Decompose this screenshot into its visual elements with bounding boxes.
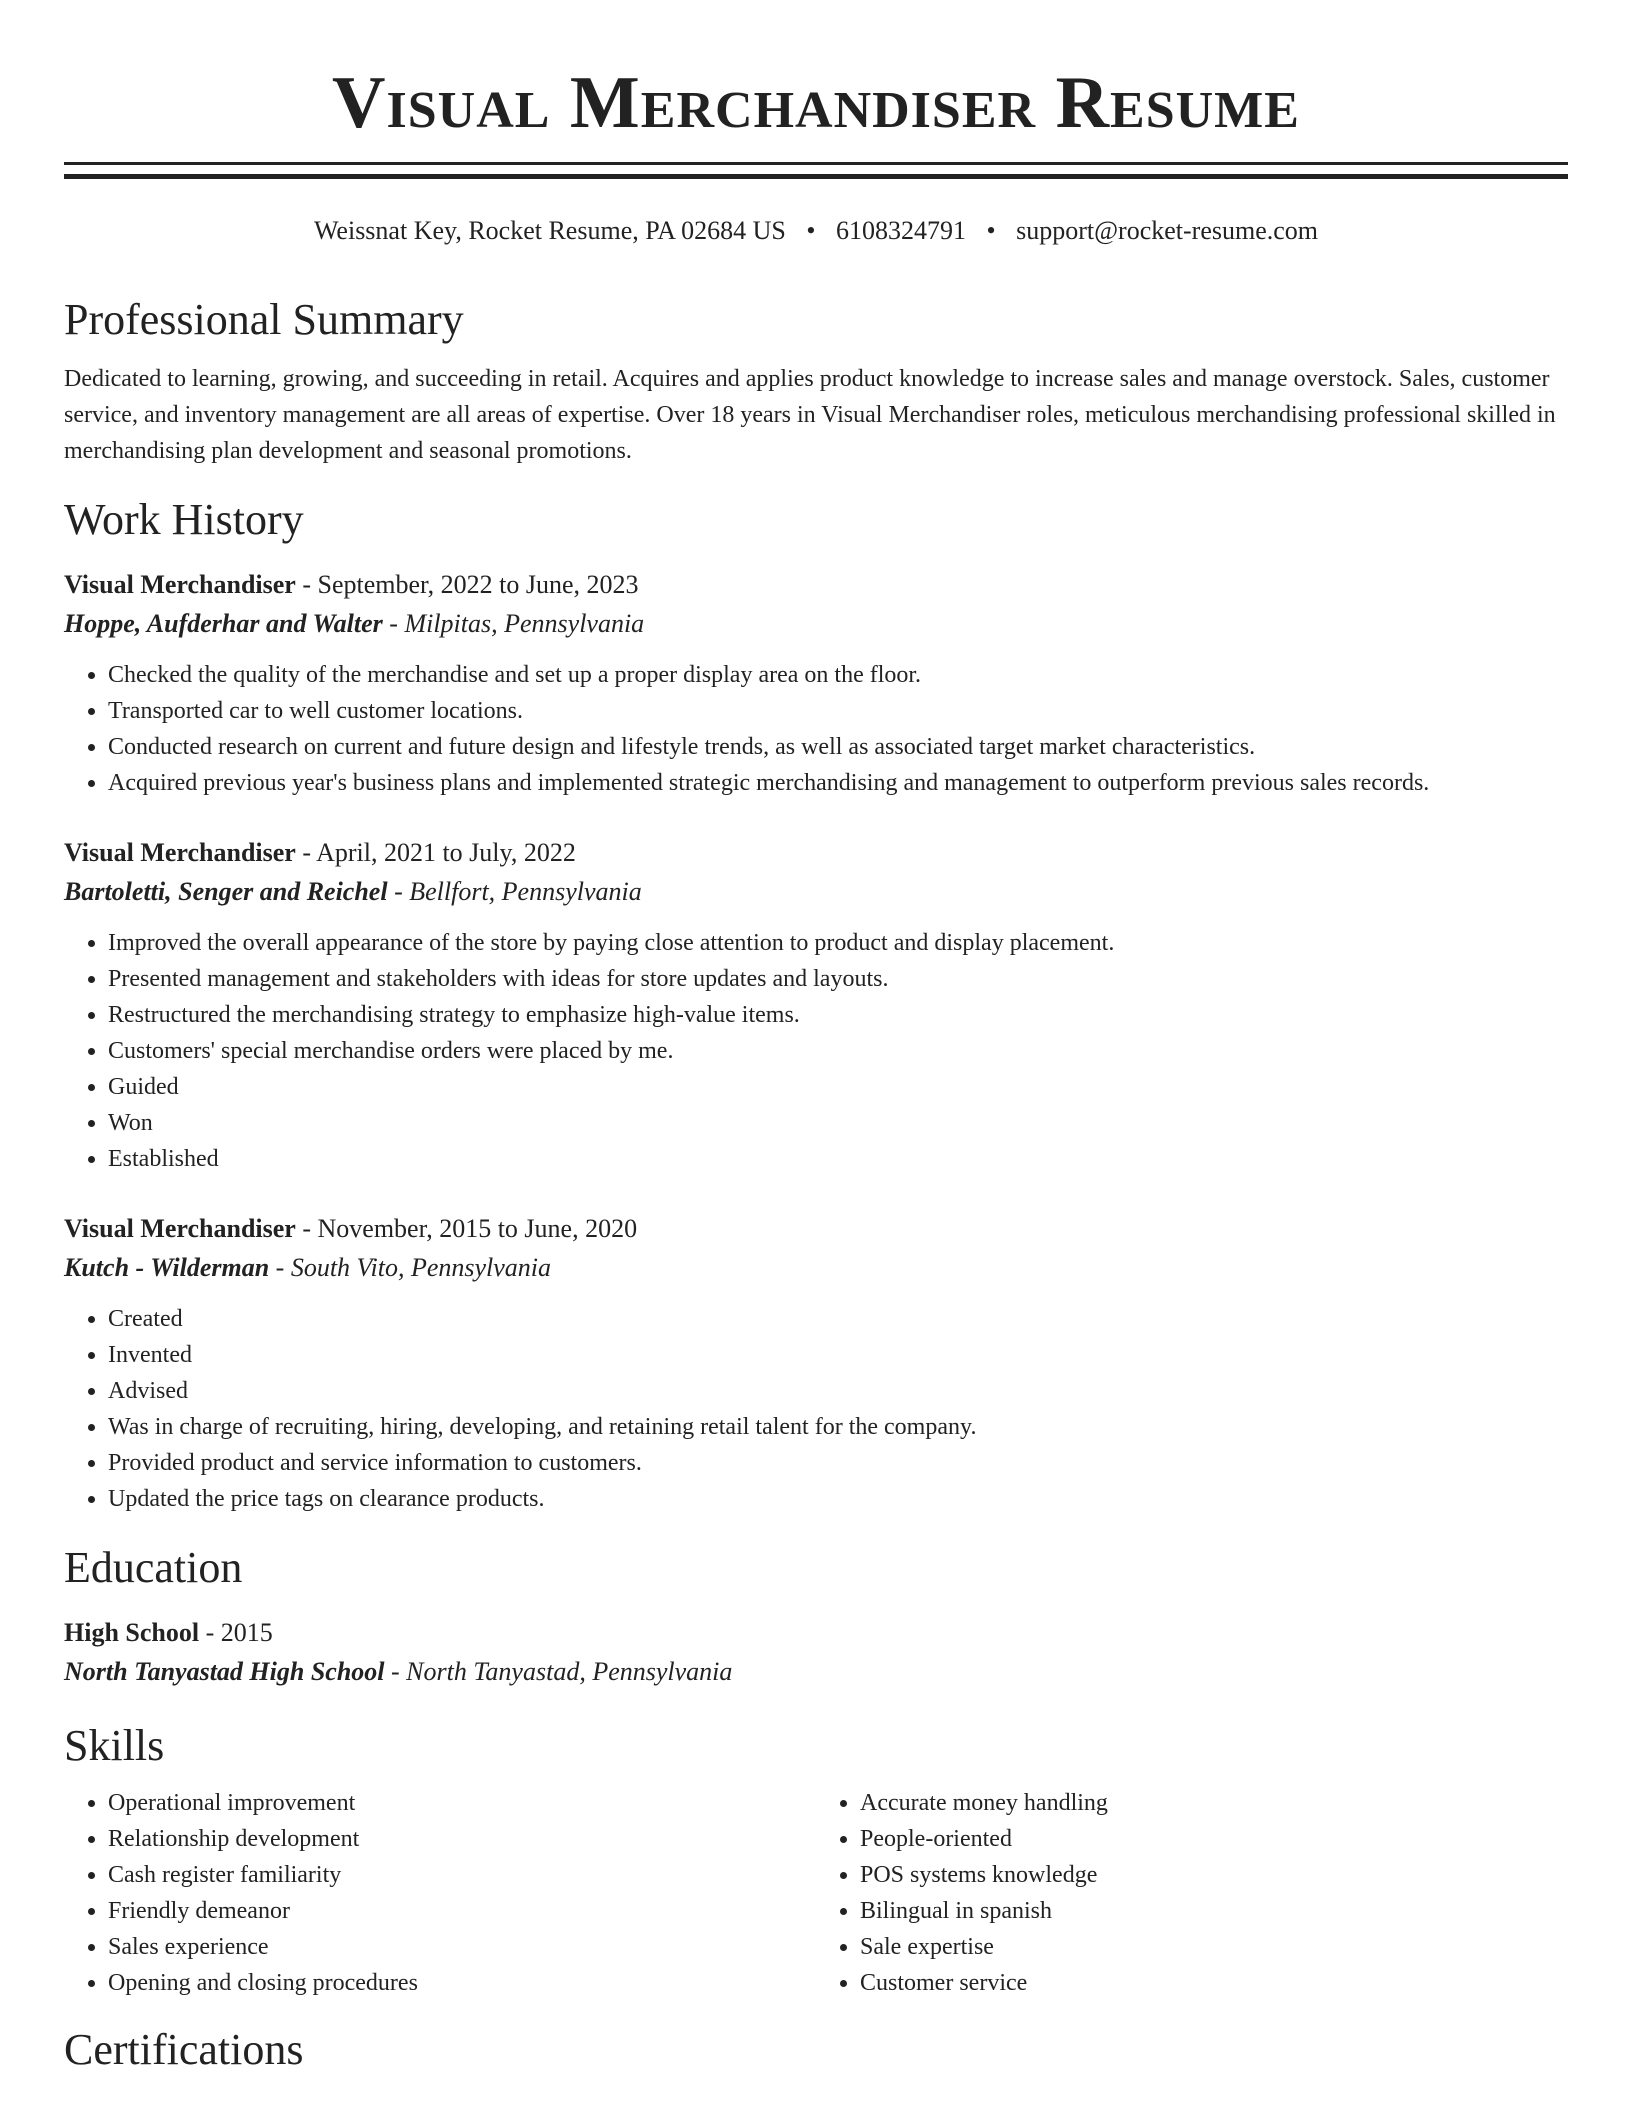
job-title-line <box>64 565 1568 605</box>
job-duties-list <box>64 925 1568 1177</box>
job-duty: • Provided product and service information to customers. <box>108 1445 1568 1481</box>
job-duty: • Invented <box>108 1337 1568 1373</box>
skills-list-left <box>64 1785 816 2001</box>
contact-email: support@rocket-resume.com <box>1016 216 1319 245</box>
school-name: North Tanyastad High School <box>64 1657 385 1686</box>
skill-item: • Friendly demeanor <box>108 1893 816 1929</box>
company-line <box>64 1249 1568 1287</box>
job-dates: - April, 2021 to July, 2022 <box>295 838 576 867</box>
company-location: - Milpitas, Pennsylvania <box>382 609 645 638</box>
job-duty: • Presented management and stakeholders with ideas for store updates and layouts. <box>108 961 1568 997</box>
education-heading: Education <box>64 1543 243 1592</box>
skill-item: • Opening and closing procedures <box>108 1965 816 2001</box>
job-title: Visual Merchandiser <box>64 838 296 867</box>
job-duty: • Was in charge of recruiting, hiring, developing, and retaining retail talent for the company. <box>108 1409 1568 1445</box>
title-divider <box>64 162 1568 179</box>
school-line <box>64 1653 1568 1691</box>
contact-address: Weissnat Key, Rocket Resume, PA 02684 US <box>313 216 786 245</box>
school-location: - North Tanyastad, Pennsylvania <box>384 1657 733 1686</box>
job-title-line <box>64 1209 1568 1249</box>
job-entry <box>64 565 1568 801</box>
contact-phone: 6108324791 <box>836 216 966 245</box>
skills-heading: Skills <box>64 1721 165 1770</box>
company-name: Hoppe, Aufderhar and Walter <box>64 609 383 638</box>
degree-line <box>64 1613 1568 1653</box>
company-line <box>64 873 1568 911</box>
job-duty: • Advised <box>108 1373 1568 1409</box>
company-location: - South Vito, Pennsylvania <box>269 1253 552 1282</box>
education-entry <box>64 1613 1568 1691</box>
summary-text: Dedicated to learning, growing, and succeeding in retail. Acquires and applies product knowledge to increase sales and manage overstock. Sales, customer service, and inventory management are all areas of expertise. Over 18 years in Visual Merchandiser roles, meticulous merchandising professional skilled in merchandising plan development and seasonal promotions. <box>64 366 1556 464</box>
skill-item: • Sales experience <box>108 1929 816 1965</box>
job-duty: • Restructured the merchandising strategy to emphasize high-value items. <box>108 997 1568 1033</box>
job-duty: • Conducted research on current and future design and lifestyle trends, as well as associated target market characteristics. <box>108 729 1568 765</box>
job-title-line <box>64 833 1568 873</box>
company-line <box>64 605 1568 643</box>
job-duty: • Established <box>108 1141 1568 1177</box>
skill-item: • Operational improvement <box>108 1785 816 1821</box>
degree: High School <box>64 1618 200 1647</box>
job-title: Visual Merchandiser <box>64 570 296 599</box>
job-duty: • Acquired previous year's business plans and implemented strategic merchandising and management to outperform previous sales records. <box>108 765 1568 801</box>
job-duty: • Created <box>108 1301 1568 1337</box>
skill-item: • Customer service <box>860 1965 1568 2001</box>
work-history-heading: Work History <box>64 495 304 544</box>
skill-item: • Sale expertise <box>860 1929 1568 1965</box>
skill-item: • Relationship development <box>108 1821 816 1857</box>
graduation-year: - 2015 <box>199 1618 273 1647</box>
skill-item: • Cash register familiarity <box>108 1857 816 1893</box>
contact-separator: • <box>806 216 816 245</box>
job-duty: • Improved the overall appearance of the store by paying close attention to product and display placement. <box>108 925 1568 961</box>
skills-columns <box>64 1785 1568 2001</box>
job-dates: - September, 2022 to June, 2023 <box>295 570 639 599</box>
company-name: Bartoletti, Senger and Reichel <box>64 877 388 906</box>
job-duty: • Customers' special merchandise orders were placed by me. <box>108 1033 1568 1069</box>
job-title: Visual Merchandiser <box>64 1214 296 1243</box>
skill-item: • Accurate money handling <box>860 1785 1568 1821</box>
skill-item: • Bilingual in spanish <box>860 1893 1568 1929</box>
job-duties-list <box>64 1301 1568 1517</box>
job-entry <box>64 1209 1568 1517</box>
job-duty: • Won <box>108 1105 1568 1141</box>
job-duty: • Guided <box>108 1069 1568 1105</box>
certifications-heading: Certifications <box>64 2025 304 2074</box>
job-duty: • Updated the price tags on clearance products. <box>108 1481 1568 1517</box>
summary-heading: Professional Summary <box>64 295 464 344</box>
skill-item: • POS systems knowledge <box>860 1857 1568 1893</box>
job-duty: • Transported car to well customer locations. <box>108 693 1568 729</box>
contact-separator: • <box>986 216 996 245</box>
contact-line <box>64 215 1568 247</box>
job-entry <box>64 833 1568 1177</box>
company-name: Kutch - Wilderman <box>64 1253 270 1282</box>
company-location: - Bellfort, Pennsylvania <box>387 877 642 906</box>
skills-list-right <box>816 1785 1568 2001</box>
job-dates: - November, 2015 to June, 2020 <box>295 1214 638 1243</box>
job-duties-list <box>64 657 1568 801</box>
skill-item: • People-oriented <box>860 1821 1568 1857</box>
job-duty: • Checked the quality of the merchandise and set up a proper display area on the floor. <box>108 657 1568 693</box>
resume-title: Visual Merchandiser Resume <box>332 62 1300 144</box>
